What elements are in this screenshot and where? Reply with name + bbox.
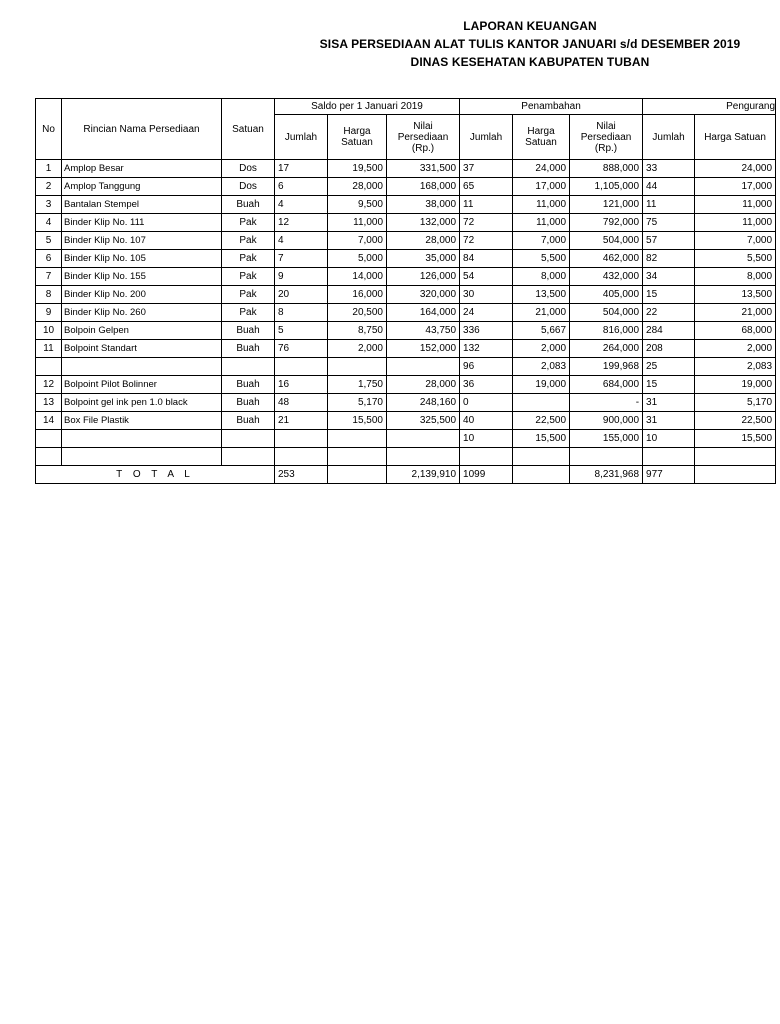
cell-tambah-harga (513, 448, 570, 466)
table-row (36, 304, 776, 322)
cell-tambah-jumlah: 40 (460, 412, 513, 430)
cell-kurang-jumlah: 15 (643, 286, 695, 304)
cell-name: Binder Klip No. 260 (62, 304, 222, 322)
cell-name: Bolpoint Standart (62, 340, 222, 358)
cell-saldo-nilai: 168,000 (387, 178, 460, 196)
cell-saldo-nilai: 28,000 (387, 232, 460, 250)
cell-saldo-jumlah: 5 (275, 322, 328, 340)
cell-saldo-harga: 9,500 (328, 196, 387, 214)
cell-tambah-nilai: 816,000 (570, 322, 643, 340)
cell-kurang-harga: 24,000 (695, 160, 776, 178)
table-row (36, 250, 776, 268)
report-title: LAPORAN KEUANGAN (463, 19, 597, 33)
cell-saldo-harga: 5,170 (328, 394, 387, 412)
table-row (36, 196, 776, 214)
cell-tambah-nilai: 155,000 (570, 430, 643, 448)
cell-saldo-nilai (387, 430, 460, 448)
cell-kurang-jumlah: 284 (643, 322, 695, 340)
cell-tambah-harga (513, 394, 570, 412)
col-tambah-jumlah: Jumlah (460, 115, 513, 160)
cell-tambah-nilai: 792,000 (570, 214, 643, 232)
cell-kurang-harga: 21,000 (695, 304, 776, 322)
cell-tambah-nilai: 504,000 (570, 304, 643, 322)
cell-no: 10 (36, 322, 62, 340)
cell-tambah-nilai: 432,000 (570, 268, 643, 286)
col-satuan: Satuan (222, 99, 275, 160)
cell-no (36, 448, 62, 466)
cell-tambah-harga: 21,000 (513, 304, 570, 322)
cell-tambah-nilai: 264,000 (570, 340, 643, 358)
cell-no: 5 (36, 232, 62, 250)
cell-tambah-nilai (570, 448, 643, 466)
cell-name (62, 430, 222, 448)
cell-saldo-nilai (387, 358, 460, 376)
cell-tambah-jumlah: 54 (460, 268, 513, 286)
cell-tambah-harga: 22,500 (513, 412, 570, 430)
table-row (36, 448, 776, 466)
cell-unit: Buah (222, 340, 275, 358)
cell-saldo-jumlah (275, 358, 328, 376)
cell-kurang-harga: 2,000 (695, 340, 776, 358)
total-saldo-nilai: 2,139,910 (387, 466, 460, 484)
cell-no: 11 (36, 340, 62, 358)
cell-tambah-nilai: 199,968 (570, 358, 643, 376)
group-pengurangan: Pengurang (643, 99, 776, 115)
cell-name: Binder Klip No. 107 (62, 232, 222, 250)
col-saldo-nilai: Nilai Persediaan (Rp.) (387, 115, 460, 160)
report-subtitle: SISA PERSEDIAAN ALAT TULIS KANTOR JANUARI s/d DESEMBER 2019 (319, 37, 741, 51)
cell-name: Binder Klip No. 200 (62, 286, 222, 304)
cell-tambah-nilai: 405,000 (570, 286, 643, 304)
cell-tambah-nilai: 888,000 (570, 160, 643, 178)
cell-saldo-jumlah: 7 (275, 250, 328, 268)
table-row (36, 376, 776, 394)
cell-kurang-harga: 11,000 (695, 214, 776, 232)
table-row (36, 322, 776, 340)
cell-tambah-harga: 2,083 (513, 358, 570, 376)
cell-unit: Pak (222, 250, 275, 268)
col-kurang-harga: Harga Satuan (695, 115, 776, 160)
cell-name: Binder Klip No. 155 (62, 268, 222, 286)
cell-tambah-harga: 11,000 (513, 214, 570, 232)
cell-saldo-nilai: 325,500 (387, 412, 460, 430)
cell-unit: Pak (222, 214, 275, 232)
cell-no: 1 (36, 160, 62, 178)
group-penambahan: Penambahan (460, 99, 643, 115)
cell-no: 14 (36, 412, 62, 430)
cell-kurang-jumlah: 34 (643, 268, 695, 286)
cell-unit: Buah (222, 394, 275, 412)
table-row (36, 214, 776, 232)
cell-tambah-jumlah: 24 (460, 304, 513, 322)
group-saldo: Saldo per 1 Januari 2019 (275, 99, 460, 115)
cell-unit: Buah (222, 376, 275, 394)
cell-tambah-harga: 24,000 (513, 160, 570, 178)
cell-saldo-nilai: 38,000 (387, 196, 460, 214)
cell-no (36, 430, 62, 448)
cell-tambah-jumlah (460, 448, 513, 466)
cell-saldo-nilai: 28,000 (387, 376, 460, 394)
cell-no: 13 (36, 394, 62, 412)
cell-tambah-nilai: 121,000 (570, 196, 643, 214)
cell-kurang-jumlah: 25 (643, 358, 695, 376)
header-row-group (36, 99, 776, 115)
cell-name: Bantalan Stempel (62, 196, 222, 214)
table-row (36, 178, 776, 196)
cell-kurang-harga: 17,000 (695, 178, 776, 196)
cell-saldo-harga: 16,000 (328, 286, 387, 304)
table-row (36, 340, 776, 358)
cell-saldo-jumlah: 21 (275, 412, 328, 430)
cell-no: 2 (36, 178, 62, 196)
table-row (36, 394, 776, 412)
cell-name: Amplop Tanggung (62, 178, 222, 196)
cell-no: 9 (36, 304, 62, 322)
total-label: T O T A L (36, 466, 275, 484)
cell-saldo-jumlah: 20 (275, 286, 328, 304)
cell-tambah-jumlah: 72 (460, 232, 513, 250)
cell-saldo-harga: 15,500 (328, 412, 387, 430)
cell-tambah-harga: 5,500 (513, 250, 570, 268)
cell-unit (222, 430, 275, 448)
cell-kurang-harga (695, 448, 776, 466)
cell-tambah-jumlah: 336 (460, 322, 513, 340)
cell-saldo-harga: 8,750 (328, 322, 387, 340)
cell-unit: Buah (222, 412, 275, 430)
cell-saldo-nilai: 164,000 (387, 304, 460, 322)
inventory-table (35, 98, 776, 484)
cell-name: Box File Plastik (62, 412, 222, 430)
cell-tambah-jumlah: 65 (460, 178, 513, 196)
cell-kurang-jumlah: 44 (643, 178, 695, 196)
cell-saldo-nilai: 35,000 (387, 250, 460, 268)
cell-saldo-harga: 7,000 (328, 232, 387, 250)
cell-no: 3 (36, 196, 62, 214)
cell-saldo-harga (328, 358, 387, 376)
table-row (36, 286, 776, 304)
cell-tambah-nilai: 900,000 (570, 412, 643, 430)
total-tambah-nilai: 8,231,968 (570, 466, 643, 484)
cell-kurang-harga: 22,500 (695, 412, 776, 430)
cell-saldo-jumlah: 16 (275, 376, 328, 394)
cell-tambah-nilai: 462,000 (570, 250, 643, 268)
cell-saldo-harga: 11,000 (328, 214, 387, 232)
cell-kurang-jumlah: 15 (643, 376, 695, 394)
cell-kurang-jumlah: 10 (643, 430, 695, 448)
cell-saldo-jumlah: 8 (275, 304, 328, 322)
cell-saldo-harga: 1,750 (328, 376, 387, 394)
total-kurang-jumlah: 977 (643, 466, 695, 484)
cell-saldo-harga: 28,000 (328, 178, 387, 196)
total-tambah-jumlah: 1099 (460, 466, 513, 484)
cell-kurang-jumlah: 75 (643, 214, 695, 232)
cell-kurang-harga: 19,000 (695, 376, 776, 394)
cell-saldo-jumlah: 48 (275, 394, 328, 412)
table-row (36, 412, 776, 430)
table-header (36, 99, 776, 160)
cell-saldo-nilai: 320,000 (387, 286, 460, 304)
cell-tambah-harga: 8,000 (513, 268, 570, 286)
cell-unit: Buah (222, 196, 275, 214)
cell-kurang-harga: 2,083 (695, 358, 776, 376)
col-no: No (36, 99, 62, 160)
cell-unit: Pak (222, 268, 275, 286)
cell-unit: Pak (222, 286, 275, 304)
cell-unit (222, 448, 275, 466)
cell-saldo-nilai: 331,500 (387, 160, 460, 178)
cell-saldo-jumlah: 4 (275, 196, 328, 214)
total-kurang-harga (695, 466, 776, 484)
cell-unit: Dos (222, 178, 275, 196)
cell-kurang-harga: 5,170 (695, 394, 776, 412)
col-saldo-jumlah: Jumlah (275, 115, 328, 160)
cell-tambah-jumlah: 72 (460, 214, 513, 232)
cell-tambah-harga: 11,000 (513, 196, 570, 214)
table-row (36, 268, 776, 286)
table-body (36, 160, 776, 466)
cell-kurang-jumlah: 31 (643, 412, 695, 430)
cell-tambah-jumlah: 36 (460, 376, 513, 394)
cell-kurang-harga: 68,000 (695, 322, 776, 340)
cell-kurang-jumlah: 11 (643, 196, 695, 214)
cell-kurang-harga: 7,000 (695, 232, 776, 250)
cell-no: 4 (36, 214, 62, 232)
cell-saldo-nilai: 132,000 (387, 214, 460, 232)
cell-saldo-jumlah: 9 (275, 268, 328, 286)
cell-saldo-harga: 14,000 (328, 268, 387, 286)
col-tambah-harga: Harga Satuan (513, 115, 570, 160)
cell-no (36, 358, 62, 376)
cell-saldo-jumlah: 12 (275, 214, 328, 232)
cell-kurang-jumlah: 208 (643, 340, 695, 358)
cell-name: Amplop Besar (62, 160, 222, 178)
cell-tambah-jumlah: 37 (460, 160, 513, 178)
cell-tambah-harga: 13,500 (513, 286, 570, 304)
cell-tambah-nilai: 504,000 (570, 232, 643, 250)
cell-unit (222, 358, 275, 376)
table-row (36, 430, 776, 448)
col-rincian: Rincian Nama Persediaan (62, 99, 222, 160)
cell-saldo-nilai: 248,160 (387, 394, 460, 412)
col-kurang-jumlah: Jumlah (643, 115, 695, 160)
cell-no: 7 (36, 268, 62, 286)
cell-kurang-harga: 11,000 (695, 196, 776, 214)
cell-tambah-harga: 7,000 (513, 232, 570, 250)
cell-no: 8 (36, 286, 62, 304)
cell-tambah-nilai: - (570, 394, 643, 412)
cell-tambah-harga: 15,500 (513, 430, 570, 448)
cell-saldo-nilai: 152,000 (387, 340, 460, 358)
cell-saldo-jumlah: 76 (275, 340, 328, 358)
cell-kurang-harga: 15,500 (695, 430, 776, 448)
cell-tambah-harga: 2,000 (513, 340, 570, 358)
cell-saldo-jumlah: 17 (275, 160, 328, 178)
report-agency: DINAS KESEHATAN KABUPATEN TUBAN (410, 55, 650, 69)
cell-no: 12 (36, 376, 62, 394)
table-footer (36, 466, 776, 484)
cell-name: Bolpoint Pilot Bolinner (62, 376, 222, 394)
cell-unit: Pak (222, 304, 275, 322)
cell-saldo-jumlah: 4 (275, 232, 328, 250)
cell-tambah-jumlah: 30 (460, 286, 513, 304)
cell-tambah-nilai: 684,000 (570, 376, 643, 394)
cell-tambah-jumlah: 132 (460, 340, 513, 358)
cell-unit: Dos (222, 160, 275, 178)
cell-saldo-nilai: 43,750 (387, 322, 460, 340)
table-row (36, 160, 776, 178)
cell-kurang-harga: 8,000 (695, 268, 776, 286)
cell-name: Bolpoint gel ink pen 1.0 black (62, 394, 222, 412)
table-row (36, 232, 776, 250)
cell-saldo-jumlah (275, 430, 328, 448)
cell-kurang-jumlah: 82 (643, 250, 695, 268)
cell-tambah-nilai: 1,105,000 (570, 178, 643, 196)
cell-unit: Pak (222, 232, 275, 250)
cell-saldo-harga (328, 430, 387, 448)
cell-tambah-harga: 5,667 (513, 322, 570, 340)
cell-kurang-jumlah: 33 (643, 160, 695, 178)
cell-name: Bolpoin Gelpen (62, 322, 222, 340)
total-tambah-harga (513, 466, 570, 484)
report-header (280, 17, 780, 71)
cell-name (62, 448, 222, 466)
cell-tambah-jumlah: 0 (460, 394, 513, 412)
cell-no: 6 (36, 250, 62, 268)
cell-name: Binder Klip No. 105 (62, 250, 222, 268)
spreadsheet (35, 98, 776, 488)
cell-name: Binder Klip No. 111 (62, 214, 222, 232)
cell-tambah-harga: 17,000 (513, 178, 570, 196)
cell-name (62, 358, 222, 376)
total-row (36, 466, 776, 484)
cell-saldo-harga: 20,500 (328, 304, 387, 322)
cell-kurang-jumlah: 22 (643, 304, 695, 322)
cell-saldo-harga: 19,500 (328, 160, 387, 178)
cell-tambah-jumlah: 11 (460, 196, 513, 214)
cell-saldo-nilai (387, 448, 460, 466)
cell-tambah-harga: 19,000 (513, 376, 570, 394)
cell-kurang-harga: 13,500 (695, 286, 776, 304)
cell-saldo-jumlah: 6 (275, 178, 328, 196)
cell-unit: Buah (222, 322, 275, 340)
cell-tambah-jumlah: 10 (460, 430, 513, 448)
cell-kurang-jumlah: 57 (643, 232, 695, 250)
cell-kurang-jumlah: 31 (643, 394, 695, 412)
cell-tambah-jumlah: 96 (460, 358, 513, 376)
cell-saldo-harga: 2,000 (328, 340, 387, 358)
cell-tambah-jumlah: 84 (460, 250, 513, 268)
cell-kurang-harga: 5,500 (695, 250, 776, 268)
total-saldo-jumlah: 253 (275, 466, 328, 484)
table-row (36, 358, 776, 376)
cell-saldo-nilai: 126,000 (387, 268, 460, 286)
col-tambah-nilai: Nilai Persediaan (Rp.) (570, 115, 643, 160)
total-saldo-harga (328, 466, 387, 484)
col-saldo-harga: Harga Satuan (328, 115, 387, 160)
cell-saldo-jumlah (275, 448, 328, 466)
cell-kurang-jumlah (643, 448, 695, 466)
cell-saldo-harga: 5,000 (328, 250, 387, 268)
cell-saldo-harga (328, 448, 387, 466)
